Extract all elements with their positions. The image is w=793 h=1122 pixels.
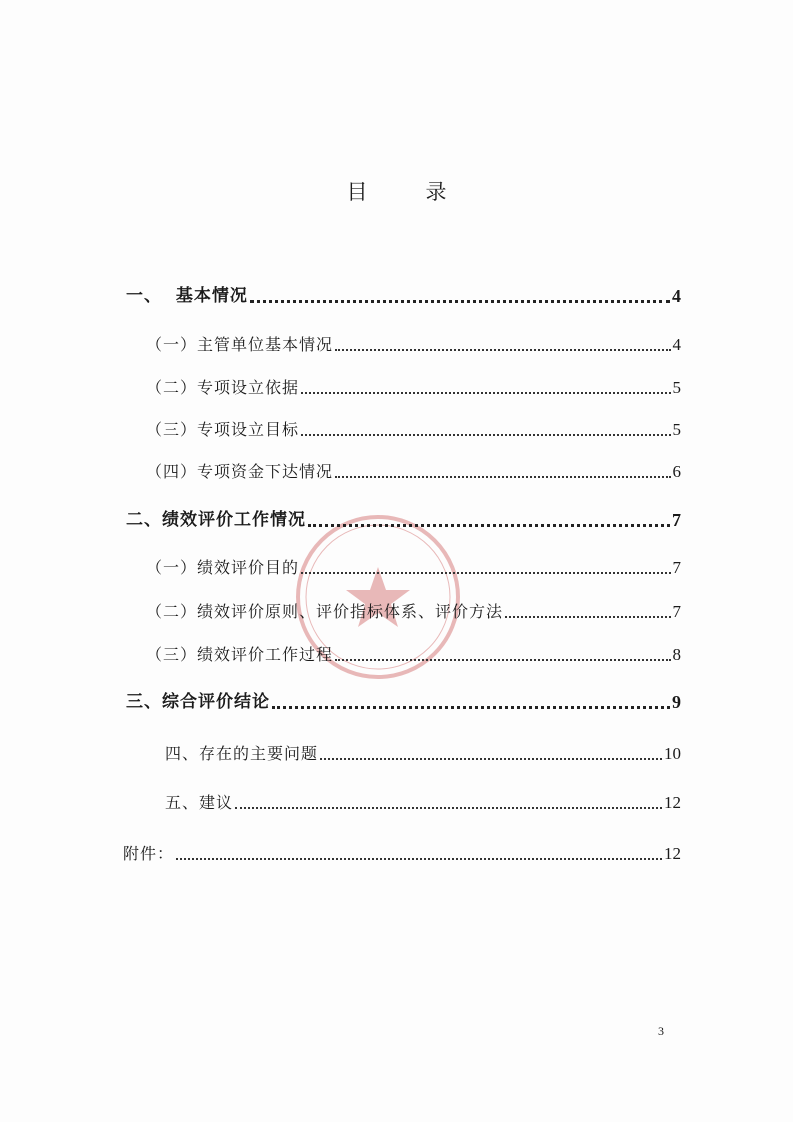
toc-entry-label: 附件： xyxy=(123,844,175,863)
toc-entry-page: 6 xyxy=(672,462,681,481)
toc-entry[interactable] xyxy=(146,552,681,578)
toc-entry-page: 10 xyxy=(664,744,681,763)
leader-dots xyxy=(335,329,670,351)
leader-dots xyxy=(335,639,670,661)
page-number: 3 xyxy=(658,1024,664,1038)
toc-entry-page: 4 xyxy=(672,286,681,306)
leader-dots xyxy=(308,504,670,527)
leader-dots xyxy=(272,686,670,709)
toc-entry-label: （二）绩效评价原则、评价指标体系、评价方法 xyxy=(146,602,504,621)
toc-entry[interactable] xyxy=(146,372,681,398)
toc-entry-page: 12 xyxy=(664,793,681,812)
leader-dots xyxy=(301,552,670,574)
toc-entry-page: 8 xyxy=(672,645,681,664)
toc-entry[interactable] xyxy=(146,414,681,440)
leader-dots xyxy=(235,787,662,809)
toc-entry-page: 7 xyxy=(672,558,681,577)
toc-entry-label: 四、存在的主要问题 xyxy=(165,744,319,763)
leader-dots xyxy=(335,456,670,478)
toc-entry-label: 五、建议 xyxy=(165,793,234,812)
toc-entry[interactable] xyxy=(126,280,681,306)
toc-entry[interactable] xyxy=(123,838,681,864)
toc-entry[interactable] xyxy=(146,596,681,622)
toc-entry-page: 7 xyxy=(672,602,681,621)
toc-entry-label: 三、综合评价结论 xyxy=(126,692,270,712)
toc-entry-page: 7 xyxy=(672,510,681,530)
leader-dots xyxy=(250,280,670,303)
toc-entry-label: 一、 基本情况 xyxy=(126,286,248,306)
title-char-2: 录 xyxy=(425,180,447,204)
toc-entry-page: 5 xyxy=(672,378,681,397)
toc-title xyxy=(0,176,793,206)
toc-entry[interactable] xyxy=(146,456,681,482)
toc-entry-page: 5 xyxy=(672,420,681,439)
toc-entry[interactable] xyxy=(126,504,681,530)
toc-entry-label: （一）主管单位基本情况 xyxy=(146,335,334,354)
leader-dots xyxy=(320,738,662,760)
toc-entry-label: （二）专项设立依据 xyxy=(146,378,300,397)
toc-entry[interactable] xyxy=(146,639,681,665)
toc-entry-label: （三）绩效评价工作过程 xyxy=(146,645,334,664)
toc-entry-label: 二、绩效评价工作情况 xyxy=(126,510,306,530)
leader-dots xyxy=(301,372,670,394)
toc-entry-page: 4 xyxy=(672,335,681,354)
leader-dots xyxy=(505,596,670,618)
toc-entry[interactable] xyxy=(165,787,681,813)
toc-entry[interactable] xyxy=(165,738,681,764)
leader-dots xyxy=(301,414,670,436)
toc-entry-page: 12 xyxy=(664,844,681,863)
toc-entry-label: （一）绩效评价目的 xyxy=(146,558,300,577)
toc-entry-label: （三）专项设立目标 xyxy=(146,420,300,439)
toc-entry[interactable] xyxy=(146,329,681,355)
toc-entry-label: （四）专项资金下达情况 xyxy=(146,462,334,481)
toc-entry-page: 9 xyxy=(672,692,681,712)
toc-entry[interactable] xyxy=(126,686,681,712)
title-char-1: 目 xyxy=(346,180,368,204)
leader-dots xyxy=(176,838,662,860)
